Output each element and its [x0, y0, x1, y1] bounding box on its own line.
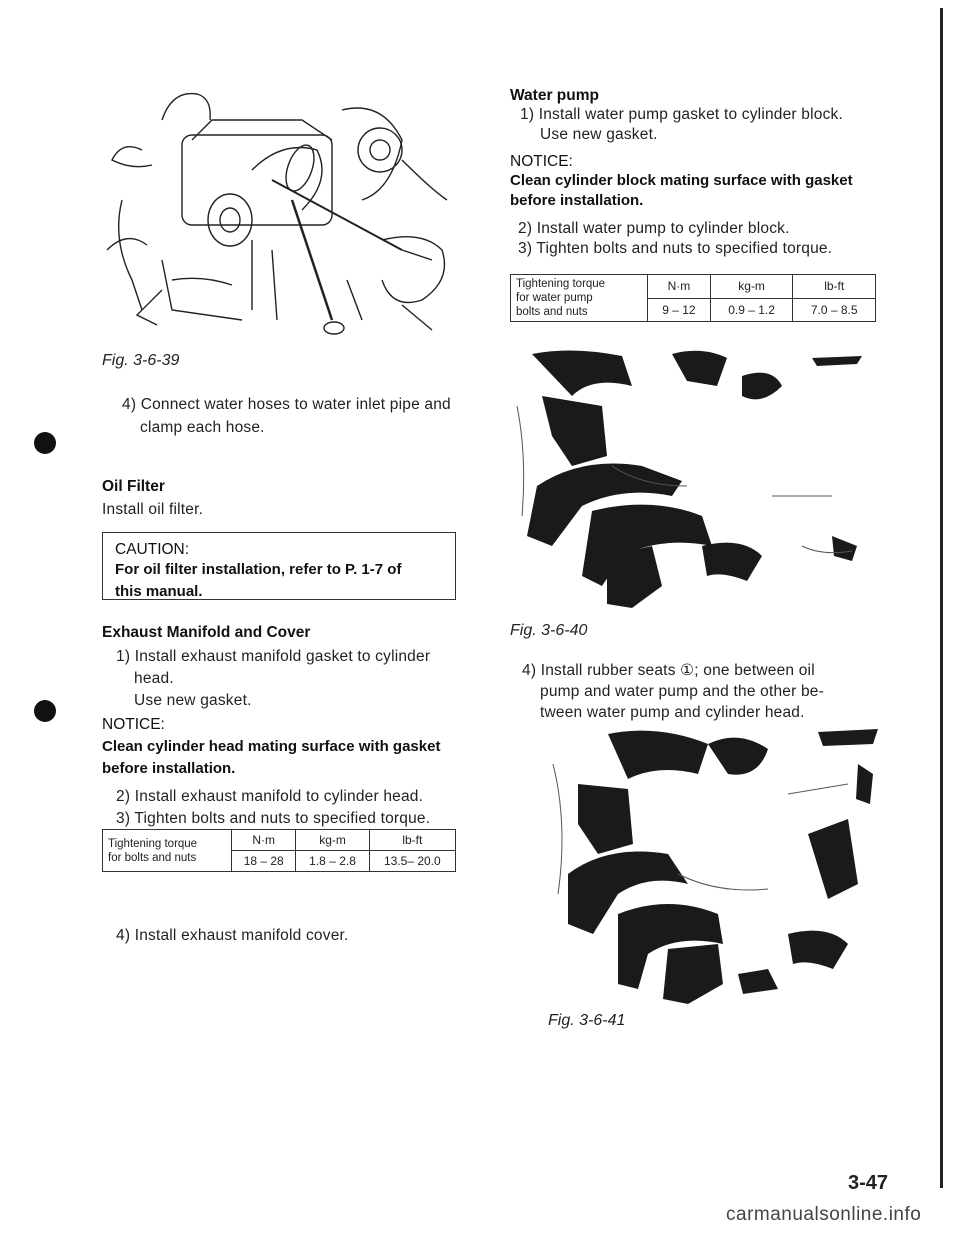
- step-text: tween water pump and cylinder head.: [540, 704, 805, 721]
- step-text: Use new gasket.: [540, 126, 658, 143]
- figure-water-pump-photo: [512, 346, 878, 614]
- table-header: kg-m: [710, 275, 793, 299]
- step-text: 1) Install exhaust manifold gasket to cylinder: [116, 648, 431, 665]
- binder-hole-icon: [34, 432, 56, 454]
- caution-title: CAUTION:: [115, 541, 190, 558]
- notice-text: Clean cylinder block mating surface with gasket: [510, 172, 853, 189]
- figure-caption: Fig. 3-6-41: [548, 1012, 626, 1029]
- page-edge-rule: [940, 8, 943, 1188]
- table-cell: 18 – 28: [232, 851, 296, 872]
- water-pump-photo-svg: [512, 346, 878, 614]
- section-heading-water-pump: Water pump: [510, 87, 599, 104]
- caution-text: For oil filter installation, refer to P. 1-7 of: [115, 561, 402, 578]
- torque-label-line: for water pump: [516, 292, 593, 304]
- step-text: Use new gasket.: [134, 692, 252, 709]
- table-cell: 1.8 – 2.8: [296, 851, 369, 872]
- torque-label: [511, 275, 648, 322]
- figure-caption: Fig. 3-6-39: [102, 352, 180, 369]
- figure-rubber-seat-photo: [548, 724, 882, 1006]
- step-text: 2) Install water pump to cylinder block.: [518, 220, 790, 237]
- table-header: lb-ft: [369, 830, 455, 851]
- step-text: Install oil filter.: [102, 501, 204, 518]
- notice-text: Clean cylinder head mating surface with gasket: [102, 738, 441, 755]
- torque-label-line: Tightening torque: [108, 837, 198, 850]
- figure-caption: Fig. 3-6-40: [510, 622, 588, 639]
- step-text: head.: [134, 670, 174, 687]
- step-text: 2) Install exhaust manifold to cylinder head.: [116, 788, 424, 805]
- step-text: 4) Connect water hoses to water inlet pipe and: [122, 396, 451, 413]
- table-cell: 13.5– 20.0: [369, 851, 455, 872]
- step-text: clamp each hose.: [140, 419, 265, 436]
- step-text: 4) Install exhaust manifold cover.: [116, 927, 349, 944]
- caution-text: this manual.: [115, 583, 203, 600]
- table-header: N·m: [648, 275, 711, 299]
- step-text: 3) Tighten bolts and nuts to specified torque.: [518, 240, 833, 257]
- table-cell: 9 – 12: [648, 298, 711, 322]
- notice-title: NOTICE:: [510, 153, 573, 170]
- section-heading-oil-filter: Oil Filter: [102, 478, 165, 495]
- engine-line-drawing-svg: [102, 80, 458, 342]
- table-header: lb-ft: [793, 275, 876, 299]
- watermark-link[interactable]: carmanualsonline.info: [726, 1204, 922, 1225]
- torque-table-exhaust: [102, 829, 456, 872]
- torque-label-line: bolts and nuts: [516, 306, 588, 318]
- table-header: N·m: [232, 830, 296, 851]
- step-text: 1) Install water pump gasket to cylinder block.: [520, 106, 843, 123]
- notice-title: NOTICE:: [102, 716, 165, 733]
- caution-box: [102, 532, 456, 600]
- step-text: pump and water pump and the other be-: [540, 683, 824, 700]
- rubber-seat-photo-svg: [548, 724, 882, 1006]
- notice-text: before installation.: [102, 760, 236, 777]
- section-heading-exhaust: Exhaust Manifold and Cover: [102, 624, 311, 641]
- step-text: 4) Install rubber seats ①; one between oil: [522, 662, 815, 679]
- binder-hole-icon: [34, 700, 56, 722]
- table-cell: 0.9 – 1.2: [710, 298, 793, 322]
- table-header: kg-m: [296, 830, 369, 851]
- notice-text: before installation.: [510, 192, 644, 209]
- figure-engine-line-drawing: [102, 80, 458, 342]
- table-cell: 7.0 – 8.5: [793, 298, 876, 322]
- step-text: 3) Tighten bolts and nuts to specified torque.: [116, 810, 431, 827]
- page-number: 3-47: [848, 1172, 889, 1194]
- torque-label-line: Tightening torque: [516, 278, 606, 290]
- torque-label-line: for bolts and nuts: [108, 851, 197, 864]
- torque-label: [103, 830, 232, 872]
- torque-table-water-pump: [510, 274, 876, 322]
